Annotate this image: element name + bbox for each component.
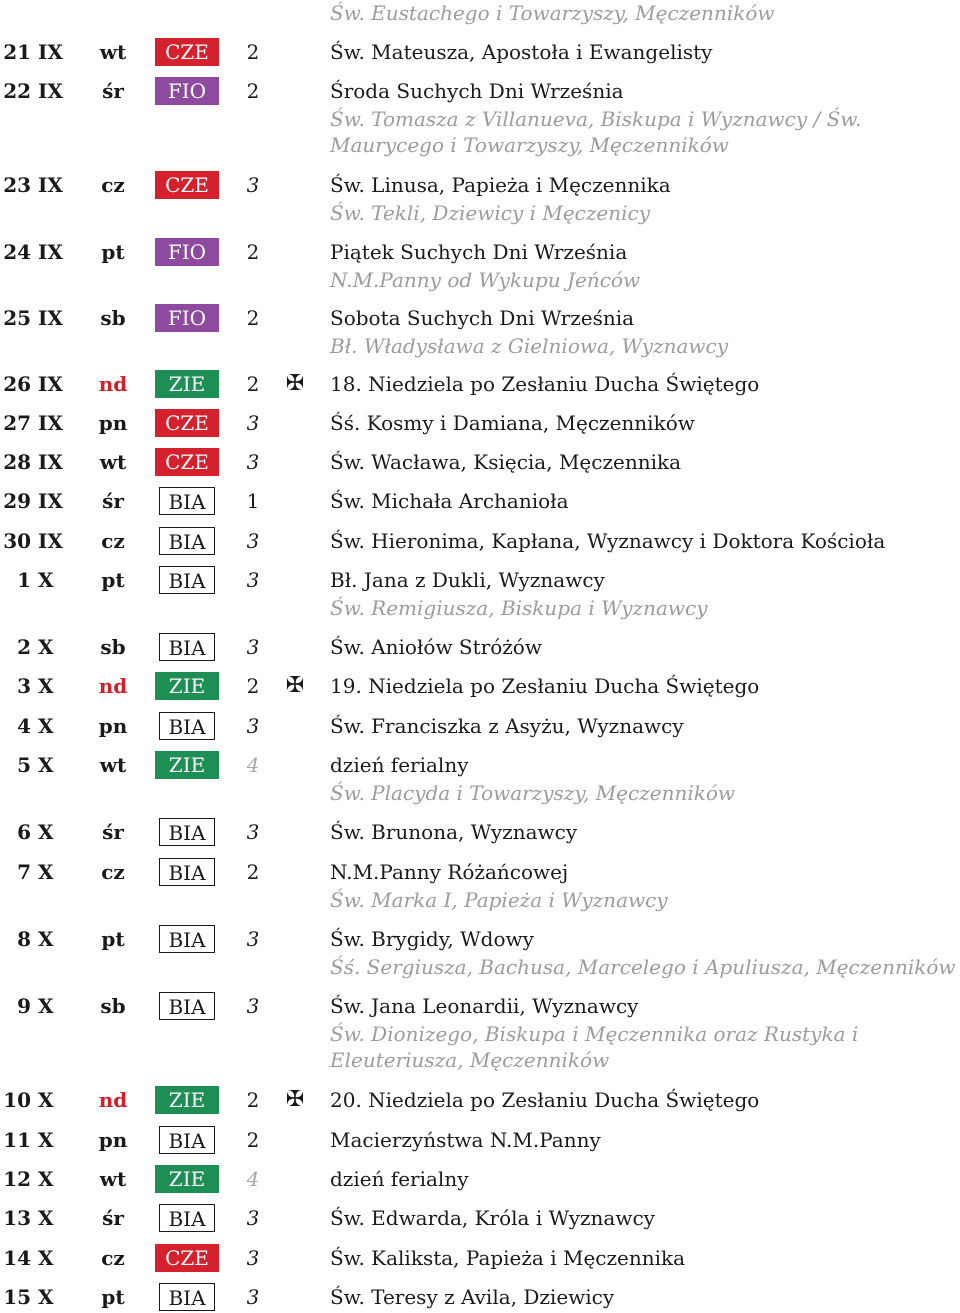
day-number: 28	[3, 450, 32, 474]
weekday: cz	[101, 1246, 125, 1270]
date	[0, 410, 64, 436]
liturgical-colour-badge: CZE	[155, 38, 219, 66]
day-number: 27	[3, 411, 32, 435]
feast-title: Św. Kaliksta, Papieża i Męczennika	[330, 1246, 686, 1270]
month-roman: X	[38, 1088, 54, 1112]
month-roman: IX	[38, 411, 63, 435]
month-roman: X	[38, 820, 54, 844]
commemoration: Św. Remigiusza, Biskupa i Wyznawcy	[330, 596, 708, 620]
feast-class: 3	[246, 927, 260, 951]
feast-title: Św. Aniołów Stróżów	[330, 635, 542, 659]
month-roman: X	[38, 753, 54, 777]
month-roman: IX	[38, 529, 63, 553]
weekday: wt	[99, 753, 127, 777]
date	[0, 172, 64, 198]
feast-class: 3	[246, 994, 260, 1018]
weekday: pt	[101, 568, 125, 592]
feast-title: Św. Brygidy, Wdowy	[330, 927, 534, 951]
month-roman: X	[38, 674, 54, 698]
weekday: cz	[101, 173, 125, 197]
weekday: pn	[98, 411, 128, 435]
weekday: śr	[102, 820, 124, 844]
feast-title: Bł. Jana z Dukli, Wyznawcy	[330, 568, 605, 592]
feast-title: Św. Franciszka z Asyżu, Wyznawcy	[330, 714, 684, 738]
month-roman: IX	[38, 306, 63, 330]
feast-title: Sobota Suchych Dni Września	[330, 306, 635, 330]
liturgical-colour-badge: BIA	[159, 487, 215, 515]
feast-class: 3	[246, 1246, 260, 1270]
liturgical-colour-badge: BIA	[159, 1283, 215, 1311]
weekday: sb	[100, 635, 126, 659]
feast-class: 3	[246, 450, 260, 474]
day-number: 7	[17, 860, 32, 884]
liturgical-colour-badge: FIO	[155, 238, 219, 266]
weekday: śr	[102, 489, 124, 513]
feast-class: 2	[246, 1128, 260, 1152]
feast-title: N.M.Panny Różańcowej	[330, 860, 569, 884]
commemoration: Św. Tekli, Dziewicy i Męczenicy	[330, 201, 651, 225]
liturgical-colour-badge: BIA	[159, 566, 215, 594]
date	[0, 39, 64, 65]
month-roman: IX	[38, 240, 63, 264]
date	[0, 1166, 64, 1192]
liturgical-colour-badge: FIO	[155, 304, 219, 332]
month-roman: X	[38, 1246, 54, 1270]
liturgical-colour-badge: BIA	[159, 992, 215, 1020]
weekday: cz	[101, 529, 125, 553]
date	[0, 819, 64, 845]
commemoration: Św. Placyda i Towarzyszy, Męczenników	[330, 781, 736, 805]
date	[0, 78, 64, 104]
feast-class: 3	[246, 635, 260, 659]
feast-class: 3	[246, 529, 260, 553]
weekday: śr	[102, 1206, 124, 1230]
commemoration: Św. Eustachego i Towarzyszy, Męczenników	[330, 1, 775, 25]
feast-class: 3	[246, 714, 260, 738]
day-number: 22	[3, 79, 32, 103]
feast-title: Św. Edwarda, Króla i Wyznawcy	[330, 1206, 655, 1230]
day-number: 12	[3, 1167, 32, 1191]
month-roman: X	[38, 714, 54, 738]
date	[0, 634, 64, 660]
month-roman: IX	[38, 40, 63, 64]
commemoration: N.M.Panny od Wykupu Jeńców	[330, 268, 641, 292]
feast-class: 2	[246, 40, 260, 64]
feast-class: 2	[246, 372, 260, 396]
weekday: pt	[101, 1285, 125, 1309]
weekday: nd	[98, 1088, 128, 1112]
month-roman: X	[38, 1206, 54, 1230]
liturgical-colour-badge: CZE	[155, 409, 219, 437]
feast-class: 3	[246, 1285, 260, 1309]
date	[0, 1245, 64, 1271]
commemoration: Śś. Sergiusza, Bachusa, Marcelego i Apuliusza, Męczenników	[330, 955, 956, 979]
feast-class: 2	[246, 240, 260, 264]
day-number: 13	[3, 1206, 32, 1230]
month-roman: X	[38, 635, 54, 659]
weekday: pt	[101, 240, 125, 264]
day-number: 14	[3, 1246, 32, 1270]
feast-title: dzień ferialny	[330, 753, 469, 777]
liturgical-colour-badge: CZE	[155, 1244, 219, 1272]
commemoration: Bł. Władysława z Gielniowa, Wyznawcy	[330, 334, 728, 358]
feast-title: Św. Brunona, Wyznawcy	[330, 820, 578, 844]
liturgical-colour-badge: BIA	[159, 527, 215, 555]
weekday: wt	[99, 1167, 127, 1191]
date	[0, 859, 64, 885]
weekday: pt	[101, 927, 125, 951]
month-roman: X	[38, 1167, 54, 1191]
month-roman: X	[38, 860, 54, 884]
day-number: 1	[17, 568, 32, 592]
cross-icon: ✠	[285, 673, 305, 698]
day-number: 4	[17, 714, 32, 738]
month-roman: IX	[38, 450, 63, 474]
date	[0, 1087, 64, 1113]
liturgical-colour-badge: BIA	[159, 925, 215, 953]
day-number: 6	[17, 820, 32, 844]
feast-class: 3	[246, 1206, 260, 1230]
feast-class: 1	[246, 489, 260, 513]
liturgical-colour-badge: FIO	[155, 77, 219, 105]
day-number: 10	[3, 1088, 32, 1112]
weekday: wt	[99, 40, 127, 64]
month-roman: IX	[38, 79, 63, 103]
month-roman: IX	[38, 489, 63, 513]
month-roman: X	[38, 927, 54, 951]
date	[0, 371, 64, 397]
feast-class: 3	[246, 820, 260, 844]
feast-class: 4	[246, 753, 260, 777]
date	[0, 673, 64, 699]
liturgical-colour-badge: ZIE	[155, 672, 219, 700]
liturgical-colour-badge: CZE	[155, 448, 219, 476]
day-number: 30	[3, 529, 32, 553]
day-number: 9	[17, 994, 32, 1018]
feast-class: 2	[246, 1088, 260, 1112]
feast-title: 18. Niedziela po Zesłaniu Ducha Świętego	[330, 372, 760, 396]
day-number: 21	[3, 40, 32, 64]
feast-title: Śś. Kosmy i Damiana, Męczenników	[330, 411, 695, 435]
feast-class: 4	[246, 1167, 260, 1191]
day-number: 8	[17, 927, 32, 951]
commemoration: Św. Dionizego, Biskupa i Męczennika oraz Rustyka i Eleuteriusza, Męczenników	[330, 1022, 859, 1072]
weekday: pn	[98, 1128, 128, 1152]
date	[0, 567, 64, 593]
feast-class: 3	[246, 568, 260, 592]
day-number: 23	[3, 173, 32, 197]
feast-class: 3	[246, 173, 260, 197]
liturgical-colour-badge: BIA	[159, 633, 215, 661]
feast-title: Macierzyństwa N.M.Panny	[330, 1128, 601, 1152]
liturgical-colour-badge: BIA	[159, 818, 215, 846]
feast-title: Św. Linusa, Papieża i Męczennika	[330, 173, 671, 197]
weekday: pn	[98, 714, 128, 738]
day-number: 24	[3, 240, 32, 264]
date	[0, 528, 64, 554]
weekday: sb	[100, 994, 126, 1018]
weekday: nd	[98, 674, 128, 698]
feast-class: 2	[246, 860, 260, 884]
cross-icon: ✠	[285, 371, 305, 396]
feast-class: 2	[246, 674, 260, 698]
weekday: wt	[99, 450, 127, 474]
feast-title: Św. Jana Leonardii, Wyznawcy	[330, 994, 639, 1018]
day-number: 2	[17, 635, 32, 659]
month-roman: IX	[38, 173, 63, 197]
liturgical-colour-badge: ZIE	[155, 1086, 219, 1114]
feast-title: Piątek Suchych Dni Września	[330, 240, 628, 264]
weekday: nd	[98, 372, 128, 396]
weekday: śr	[102, 79, 124, 103]
month-roman: X	[38, 568, 54, 592]
day-number: 25	[3, 306, 32, 330]
date	[0, 239, 64, 265]
date	[0, 713, 64, 739]
commemoration: Św. Tomasza z Villanueva, Biskupa i Wyznawcy / Św. Maurycego i Towarzyszy, Męczenników	[330, 107, 862, 157]
month-roman: X	[38, 1285, 54, 1309]
day-number: 3	[17, 674, 32, 698]
feast-title: 20. Niedziela po Zesłaniu Ducha Świętego	[330, 1088, 760, 1112]
month-roman: X	[38, 994, 54, 1018]
cross-icon: ✠	[285, 1087, 305, 1112]
day-number: 5	[17, 753, 32, 777]
weekday: sb	[100, 306, 126, 330]
liturgical-colour-badge: BIA	[159, 858, 215, 886]
liturgical-colour-badge: BIA	[159, 1204, 215, 1232]
feast-class: 2	[246, 79, 260, 103]
feast-title: 19. Niedziela po Zesłaniu Ducha Świętego	[330, 674, 760, 698]
liturgical-colour-badge: CZE	[155, 171, 219, 199]
day-number: 29	[3, 489, 32, 513]
date	[0, 926, 64, 952]
month-roman: IX	[38, 372, 63, 396]
feast-title: Św. Wacława, Księcia, Męczennika	[330, 450, 682, 474]
date	[0, 305, 64, 331]
weekday: cz	[101, 860, 125, 884]
date	[0, 1284, 64, 1310]
liturgical-colour-badge: ZIE	[155, 370, 219, 398]
day-number: 11	[3, 1128, 32, 1152]
date	[0, 488, 64, 514]
feast-title: Św. Teresy z Avila, Dziewicy	[330, 1285, 615, 1309]
feast-title: Środa Suchych Dni Września	[330, 79, 624, 103]
day-number: 15	[3, 1285, 32, 1309]
liturgical-colour-badge: ZIE	[155, 1165, 219, 1193]
feast-title: dzień ferialny	[330, 1167, 469, 1191]
liturgical-colour-badge: BIA	[159, 712, 215, 740]
day-number: 26	[3, 372, 32, 396]
date	[0, 1127, 64, 1153]
feast-class: 2	[246, 306, 260, 330]
feast-class: 3	[246, 411, 260, 435]
commemoration: Św. Marka I, Papieża i Wyznawcy	[330, 888, 668, 912]
date	[0, 993, 64, 1019]
liturgical-colour-badge: BIA	[159, 1126, 215, 1154]
date	[0, 752, 64, 778]
feast-title: Św. Hieronima, Kapłana, Wyznawcy i Doktora Kościoła	[330, 529, 886, 553]
date	[0, 1205, 64, 1231]
feast-title: Św. Mateusza, Apostoła i Ewangelisty	[330, 40, 713, 64]
date	[0, 449, 64, 475]
feast-title: Św. Michała Archanioła	[330, 489, 569, 513]
month-roman: X	[38, 1128, 54, 1152]
liturgical-colour-badge: ZIE	[155, 751, 219, 779]
